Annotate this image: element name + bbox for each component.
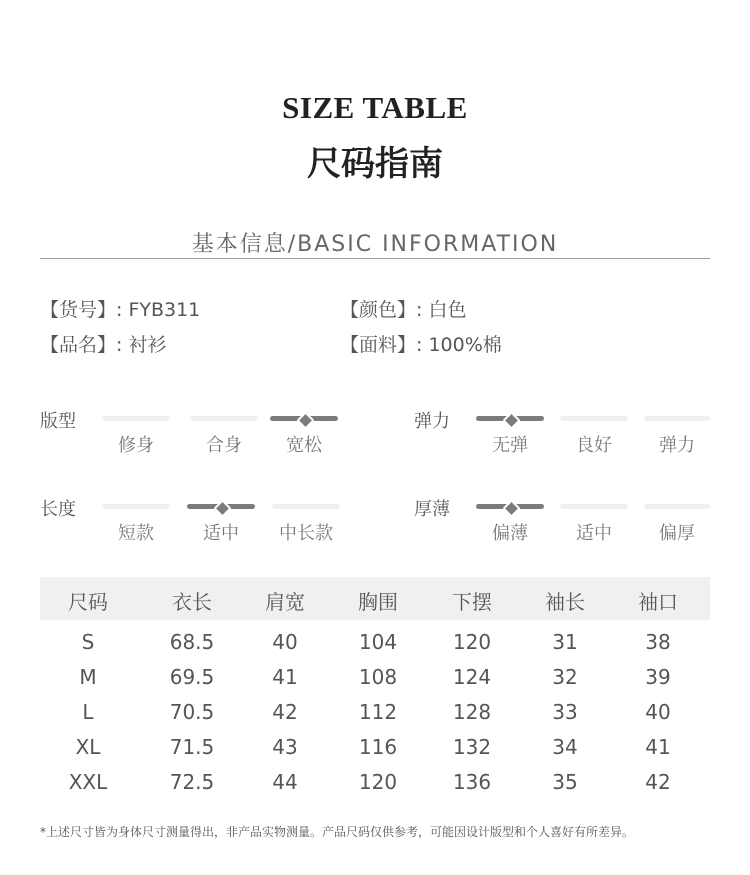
table-cell: 120 bbox=[358, 770, 398, 794]
table-cell: 68.5 bbox=[169, 630, 215, 654]
table-cell: 69.5 bbox=[169, 665, 215, 689]
elasticity-option-2: 良好 bbox=[576, 435, 612, 456]
info-material: 【面料】: 100%棉 bbox=[340, 334, 502, 356]
section-title-basic-info: 基本信息/BASIC INFORMATION bbox=[191, 232, 559, 257]
table-header-cell: 胸围 bbox=[358, 590, 398, 614]
thickness-label: 厚薄 bbox=[414, 499, 450, 520]
length-segment-2 bbox=[187, 504, 255, 509]
thickness-option-1: 偏薄 bbox=[492, 523, 528, 544]
info-product-name: 【品名】: 衬衫 bbox=[40, 334, 167, 356]
table-cell: 132 bbox=[452, 735, 492, 759]
table-cell: 38 bbox=[645, 630, 671, 654]
table-row-size: M bbox=[79, 665, 97, 689]
table-cell: 32 bbox=[552, 665, 578, 689]
table-cell: 40 bbox=[272, 630, 298, 654]
length-indicator-icon bbox=[213, 499, 231, 517]
table-cell: 112 bbox=[358, 700, 398, 724]
table-header-cell: 尺码 bbox=[68, 590, 108, 614]
table-cell: 128 bbox=[452, 700, 492, 724]
thickness-option-2: 适中 bbox=[576, 523, 612, 544]
fit-option-1: 修身 bbox=[118, 435, 154, 456]
table-cell: 34 bbox=[552, 735, 578, 759]
info-color: 【颜色】: 白色 bbox=[340, 299, 467, 321]
table-cell: 104 bbox=[358, 630, 398, 654]
fit-label: 版型 bbox=[40, 411, 76, 432]
table-cell: 72.5 bbox=[169, 770, 215, 794]
table-row-size: L bbox=[82, 700, 94, 724]
length-label: 长度 bbox=[40, 499, 76, 520]
thickness-segment-2 bbox=[560, 504, 628, 509]
fit-option-2: 合身 bbox=[206, 435, 242, 456]
table-header-cell: 袖口 bbox=[638, 590, 678, 614]
info-item-number: 【货号】: FYB311 bbox=[40, 299, 201, 321]
fit-segment-1 bbox=[102, 416, 170, 421]
table-cell: 136 bbox=[452, 770, 492, 794]
elasticity-segment-1 bbox=[476, 416, 544, 421]
fit-option-3: 宽松 bbox=[286, 435, 322, 456]
table-cell: 42 bbox=[272, 700, 298, 724]
table-cell: 42 bbox=[645, 770, 671, 794]
title-english: SIZE TABLE bbox=[282, 90, 468, 125]
table-header-cell: 下摆 bbox=[452, 590, 492, 614]
table-cell: 44 bbox=[272, 770, 298, 794]
table-header-cell: 袖长 bbox=[545, 590, 585, 614]
length-option-1: 短款 bbox=[118, 523, 154, 544]
thickness-option-3: 偏厚 bbox=[659, 523, 695, 544]
table-cell: 120 bbox=[452, 630, 492, 654]
table-cell: 124 bbox=[452, 665, 492, 689]
table-cell: 31 bbox=[552, 630, 578, 654]
footnote: *上述尺寸皆为身体尺寸测量得出，非产品实物测量。产品尺码仅供参考，可能因设计版型和个人喜好有所差异。 bbox=[40, 825, 635, 839]
table-cell: 70.5 bbox=[169, 700, 215, 724]
table-cell: 39 bbox=[645, 665, 671, 689]
thickness-indicator-icon bbox=[502, 499, 520, 517]
title-chinese: 尺码指南 bbox=[307, 144, 443, 184]
table-cell: 40 bbox=[645, 700, 671, 724]
section-divider bbox=[40, 258, 710, 259]
table-cell: 33 bbox=[552, 700, 578, 724]
thickness-segment-3 bbox=[644, 504, 710, 509]
elasticity-option-1: 无弹 bbox=[492, 435, 528, 456]
table-row-size: XL bbox=[75, 735, 101, 759]
elasticity-option-3: 弹力 bbox=[659, 435, 695, 456]
table-cell: 43 bbox=[272, 735, 298, 759]
length-segment-3 bbox=[272, 504, 340, 509]
fit-indicator-icon bbox=[296, 411, 314, 429]
table-cell: 116 bbox=[358, 735, 398, 759]
table-row-size: S bbox=[81, 630, 95, 654]
length-option-3: 中长款 bbox=[279, 523, 333, 544]
table-header-cell: 衣长 bbox=[172, 590, 212, 614]
length-segment-1 bbox=[102, 504, 170, 509]
table-cell: 41 bbox=[272, 665, 298, 689]
table-header-cell: 肩宽 bbox=[265, 590, 305, 614]
fit-segment-2 bbox=[190, 416, 258, 421]
table-cell: 35 bbox=[552, 770, 578, 794]
table-cell: 71.5 bbox=[169, 735, 215, 759]
table-cell: 41 bbox=[645, 735, 671, 759]
elasticity-indicator-icon bbox=[502, 411, 520, 429]
length-option-2: 适中 bbox=[203, 523, 239, 544]
thickness-segment-1 bbox=[476, 504, 544, 509]
elasticity-segment-2 bbox=[560, 416, 628, 421]
elasticity-label: 弹力 bbox=[414, 411, 450, 432]
table-row-size: XXL bbox=[68, 770, 108, 794]
fit-segment-3 bbox=[270, 416, 338, 421]
elasticity-segment-3 bbox=[644, 416, 710, 421]
table-cell: 108 bbox=[358, 665, 398, 689]
